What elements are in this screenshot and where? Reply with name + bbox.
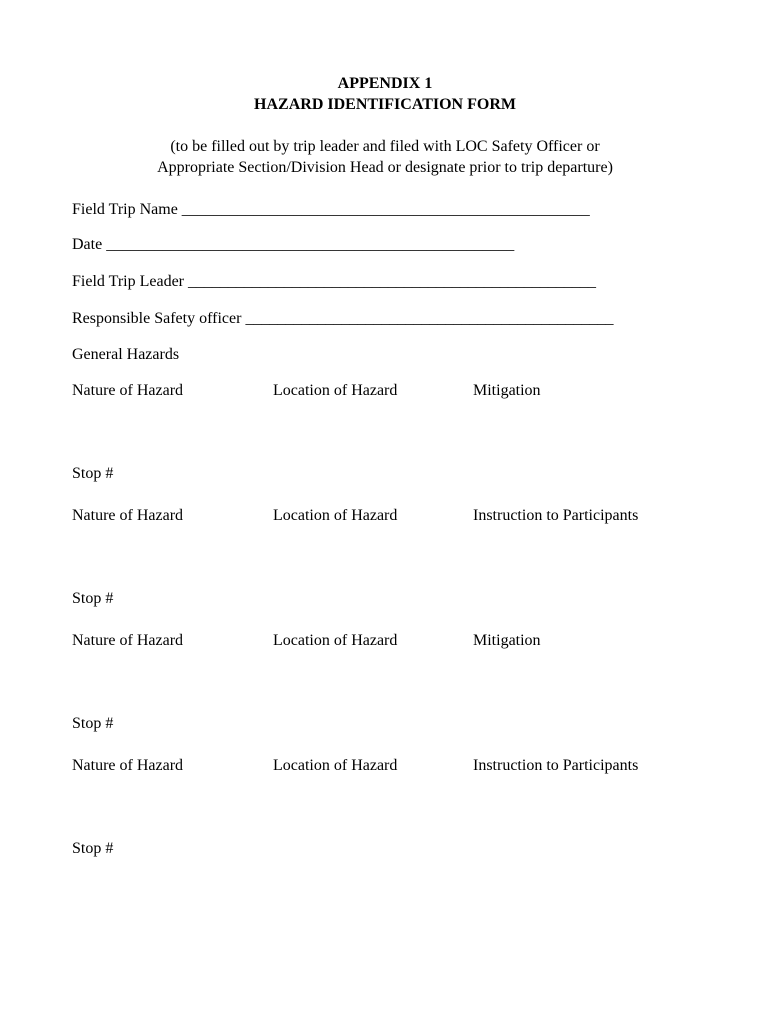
stop-location-of-hazard-header: Location of Hazard xyxy=(273,507,398,524)
stop-label: Stop # xyxy=(72,465,114,482)
stop-instruction-header: Instruction to Participants xyxy=(473,757,639,774)
appendix-label: APPENDIX 1 xyxy=(337,75,433,92)
stop-label: Stop # xyxy=(72,715,114,732)
field-trip-name-field: Field Trip Name ___________________________________________________ xyxy=(72,201,590,218)
general-mitigation-header: Mitigation xyxy=(473,382,541,399)
stop-location-of-hazard-header: Location of Hazard xyxy=(273,757,398,774)
stop-label: Stop # xyxy=(72,840,114,857)
stop-instruction-header: Instruction to Participants xyxy=(473,507,639,524)
general-nature-of-hazard-header: Nature of Hazard xyxy=(72,382,184,399)
form-title: HAZARD IDENTIFICATION FORM xyxy=(254,96,516,113)
stop-nature-of-hazard-header: Nature of Hazard xyxy=(72,507,184,524)
instructions-line-1: (to be filled out by trip leader and filed with LOC Safety Officer or xyxy=(170,138,600,155)
stop-location-of-hazard-header: Location of Hazard xyxy=(273,632,398,649)
general-hazards-heading: General Hazards xyxy=(72,346,180,363)
stop-nature-of-hazard-header: Nature of Hazard xyxy=(72,757,184,774)
safety-officer-field: Responsible Safety officer ______________________________________________ xyxy=(72,310,614,327)
date-field: Date ___________________________________________________ xyxy=(72,236,515,253)
general-location-of-hazard-header: Location of Hazard xyxy=(273,382,398,399)
field-trip-leader-field: Field Trip Leader ___________________________________________________ xyxy=(72,273,596,290)
stop-nature-of-hazard-header: Nature of Hazard xyxy=(72,632,184,649)
stop-label: Stop # xyxy=(72,590,114,607)
stop-mitigation-header: Mitigation xyxy=(473,632,541,649)
instructions-line-2: Appropriate Section/Division Head or designate prior to trip departure) xyxy=(157,159,613,176)
